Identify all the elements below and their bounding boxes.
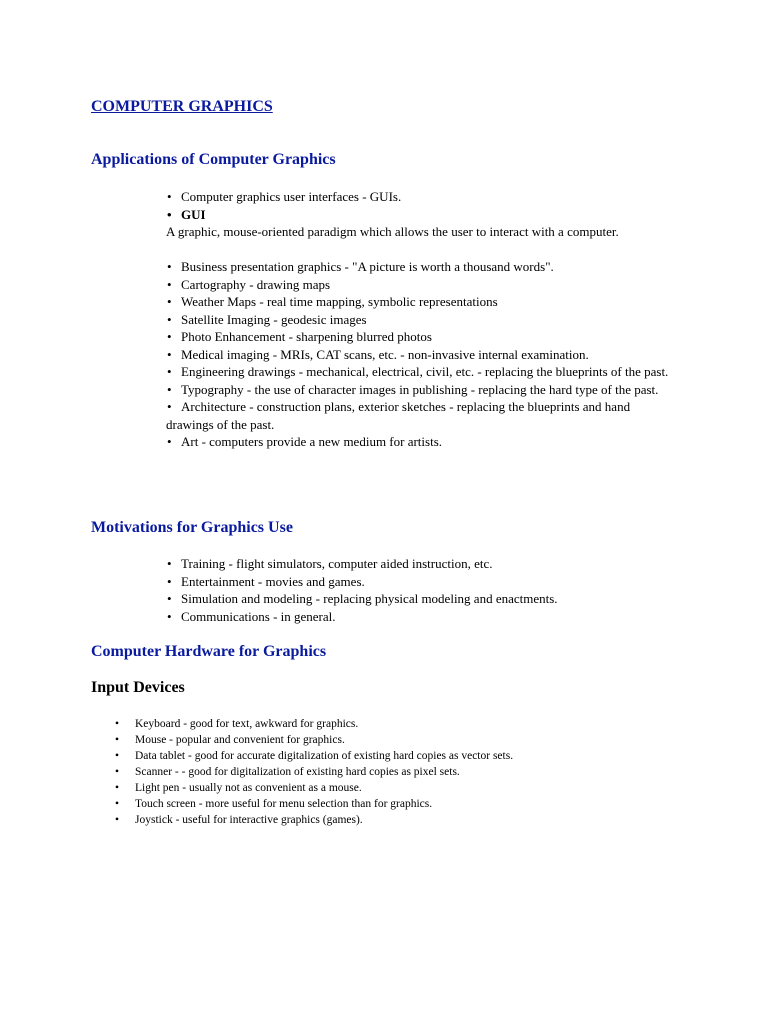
list-item: • Keyboard - good for text, awkward for graphics. <box>112 716 672 732</box>
list-item: • Medical imaging - MRIs, CAT scans, etc. - non-invasive internal examination. <box>166 346 676 364</box>
list-item: • Training - flight simulators, computer aided instruction, etc. <box>166 555 676 573</box>
list-item: • Light pen - usually not as convenient as a mouse. <box>112 780 672 796</box>
list-item: • Joystick - useful for interactive graphics (games). <box>112 812 672 828</box>
list-item: • Satellite Imaging - geodesic images <box>166 311 676 329</box>
list-item: • Communications - in general. <box>166 608 676 626</box>
hardware-heading: Computer Hardware for Graphics <box>91 643 327 660</box>
list-item: • Mouse - popular and convenient for graphics. <box>112 732 672 748</box>
list-item: • Data tablet - good for accurate digitalization of existing hard copies as vector sets. <box>112 748 672 764</box>
list-item: • Typography - the use of character images in publishing - replacing the hard type of the past. <box>166 381 676 399</box>
list-item: • Touch screen - more useful for menu selection than for graphics. <box>112 796 672 812</box>
motivations-list <box>166 555 676 625</box>
list-item: • Computer graphics user interfaces - GUIs. <box>166 188 676 206</box>
list-item: • GUI <box>166 206 676 224</box>
list-item: • Simulation and modeling - replacing physical modeling and enactments. <box>166 590 676 608</box>
list-item: • Art - computers provide a new medium for artists. <box>166 433 676 451</box>
list-item: • Engineering drawings - mechanical, electrical, civil, etc. - replacing the blueprints of the past. <box>166 363 676 381</box>
document-title[interactable]: COMPUTER GRAPHICS <box>91 98 273 115</box>
list-item: • Cartography - drawing maps <box>166 276 676 294</box>
applications-heading: Applications of Computer Graphics <box>91 151 336 168</box>
input-devices-heading: Input Devices <box>91 679 185 696</box>
applications-list <box>166 188 676 451</box>
input-devices-list <box>112 716 672 828</box>
list-item: • Business presentation graphics - "A picture is worth a thousand words". <box>166 258 676 276</box>
list-item: • Architecture - construction plans, exterior sketches - replacing the blueprints and hand drawings of the past. <box>166 398 676 433</box>
gui-definition: A graphic, mouse-oriented paradigm which allows the user to interact with a computer. <box>166 224 619 239</box>
list-item: • Photo Enhancement - sharpening blurred photos <box>166 328 676 346</box>
list-item: • Weather Maps - real time mapping, symbolic representations <box>166 293 676 311</box>
list-item: • Scanner - - good for digitalization of existing hard copies as pixel sets. <box>112 764 672 780</box>
motivations-heading: Motivations for Graphics Use <box>91 519 293 536</box>
list-item: • Entertainment - movies and games. <box>166 573 676 591</box>
spacer <box>166 241 676 259</box>
